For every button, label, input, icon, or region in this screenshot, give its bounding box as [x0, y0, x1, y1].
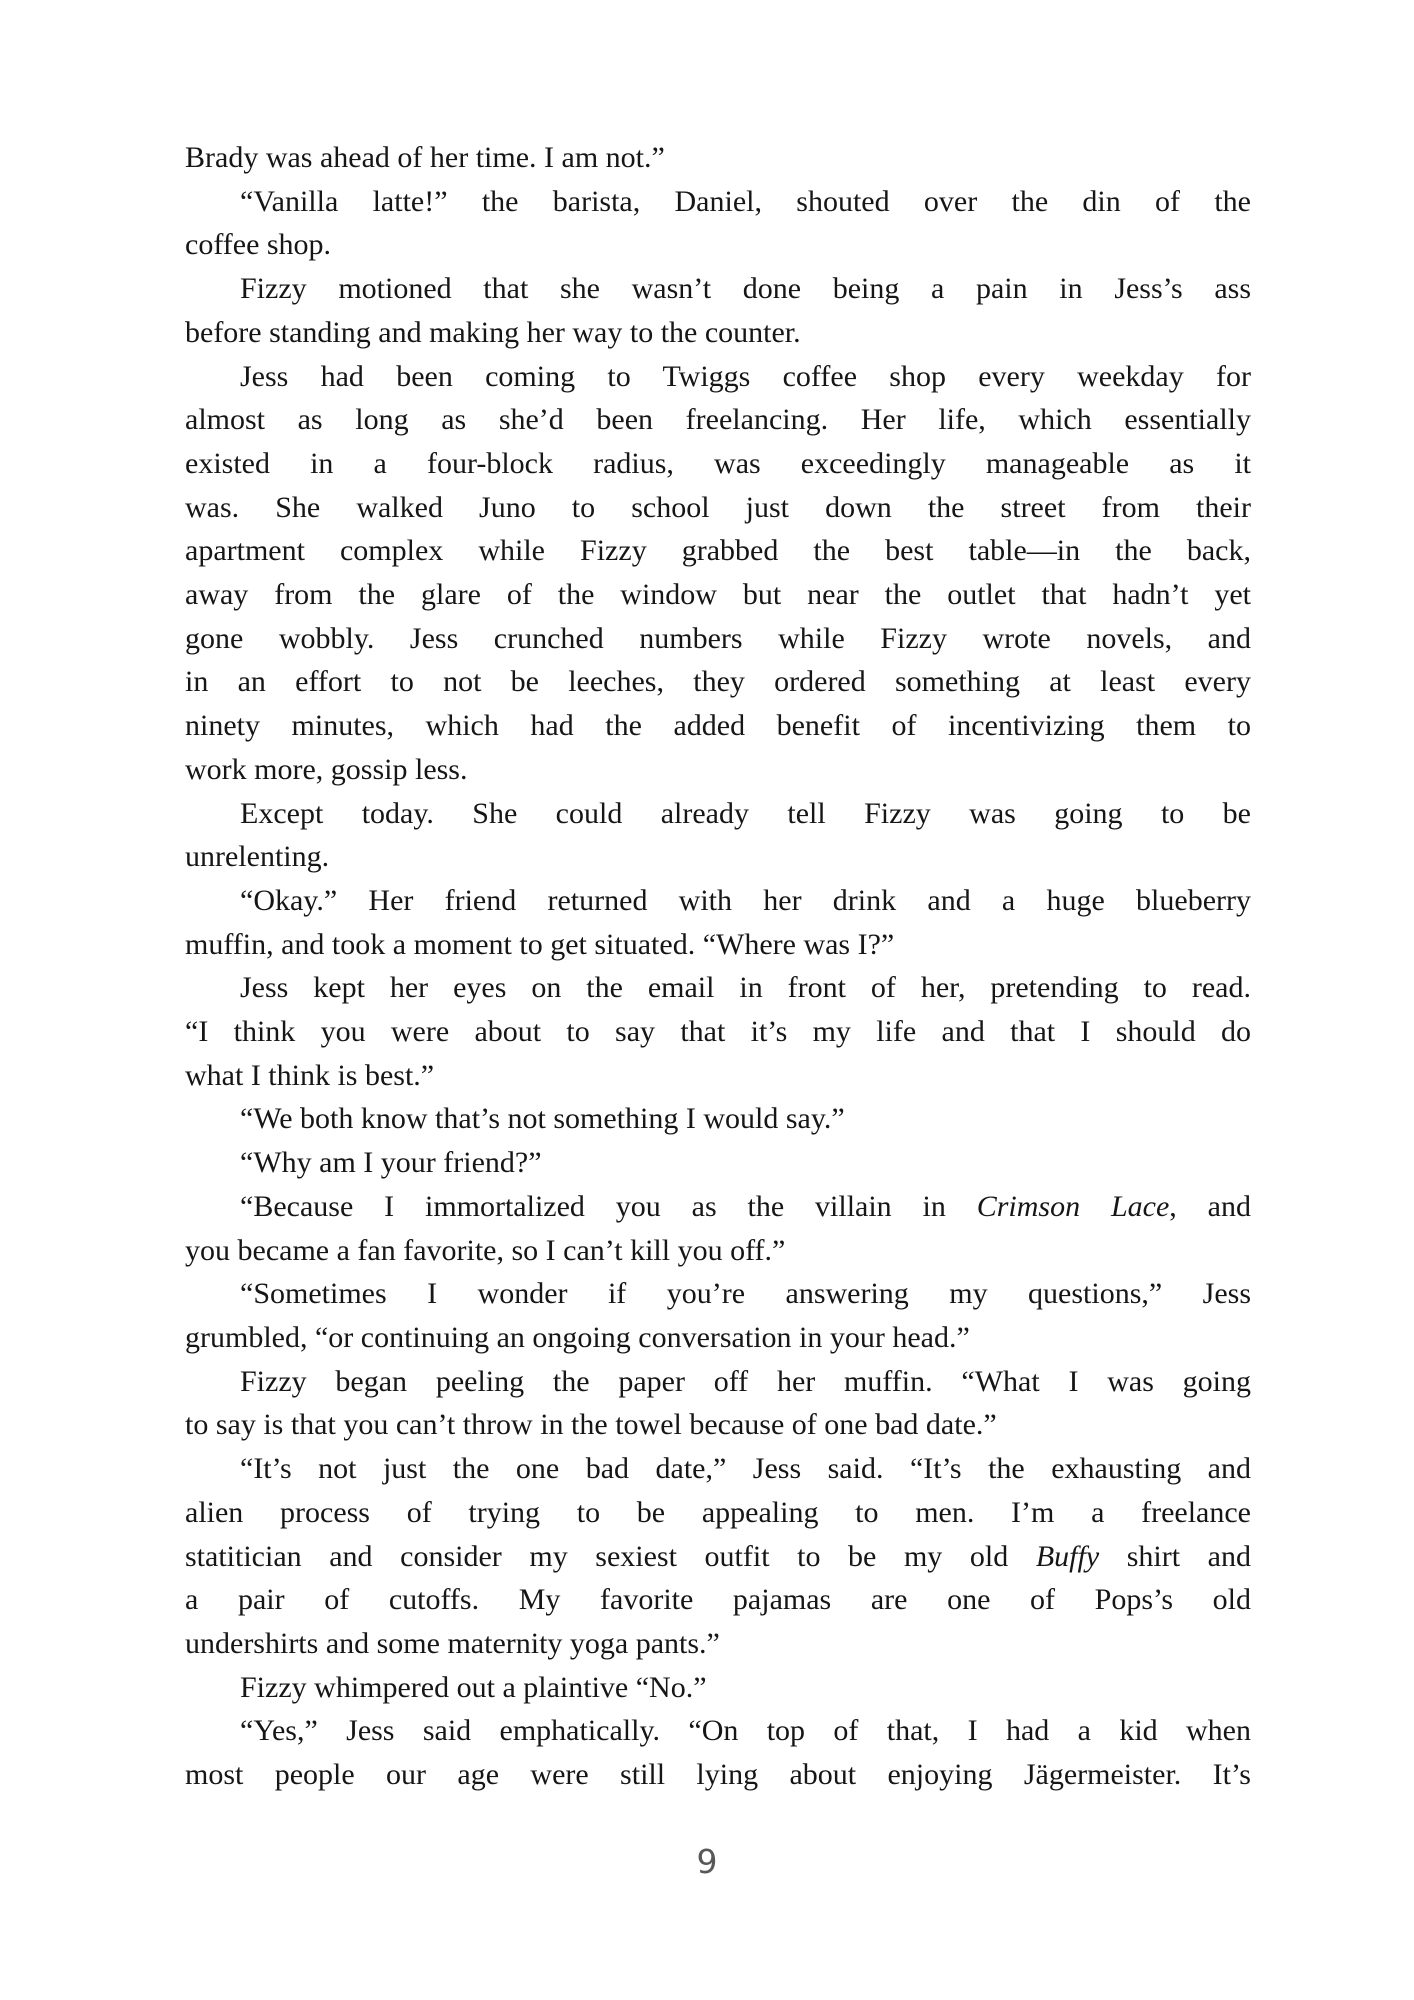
paragraph — [185, 355, 1251, 792]
text-line — [185, 617, 1251, 661]
text-line — [185, 1141, 1251, 1185]
paragraph — [185, 1709, 1251, 1796]
text-line — [185, 966, 1251, 1010]
text-line — [185, 136, 1251, 180]
text-line — [185, 1535, 1251, 1579]
text-line — [185, 573, 1251, 617]
paragraph — [185, 879, 1251, 966]
text-segment: what I think is best.” — [185, 1058, 435, 1092]
text-line — [185, 792, 1251, 836]
text-line — [185, 1709, 1251, 1753]
text-segment: was. She walked Juno to school just down the street from their — [185, 490, 1251, 524]
text-segment: Jess kept her eyes on the email in front of her, pretending to read. — [240, 971, 1251, 1005]
text-segment: undershirts and some maternity yoga pants.” — [185, 1626, 720, 1660]
italic-text-segment: Crimson Lace — [976, 1189, 1170, 1223]
text-block — [185, 136, 1251, 1797]
text-segment: coffee shop. — [185, 228, 332, 262]
text-segment: unrelenting. — [185, 840, 330, 874]
text-segment: alien process of trying to be appealing to men. I’m a freelance — [185, 1495, 1251, 1529]
text-segment: Brady was ahead of her time. I am not.” — [185, 141, 665, 174]
text-line — [185, 355, 1251, 399]
paragraph — [185, 1141, 1251, 1185]
text-segment: “Sometimes I wonder if you’re answering my questions,” Jess — [240, 1277, 1251, 1311]
text-segment: in an effort to not be leeches, they ordered something at least every — [185, 665, 1251, 699]
text-line — [185, 398, 1251, 442]
text-segment: gone wobbly. Jess crunched numbers while Fizzy wrote novels, and — [185, 621, 1251, 655]
text-segment: “Okay.” Her friend returned with her drink and a huge blueberry — [240, 883, 1251, 917]
text-line — [185, 180, 1251, 224]
text-segment: you became a fan favorite, so I can’t kill you off.” — [185, 1233, 786, 1267]
text-line — [185, 1403, 1251, 1447]
paragraph — [185, 1360, 1251, 1447]
text-line — [185, 1578, 1251, 1622]
text-segment: shirt and — [1099, 1539, 1251, 1573]
paragraph — [185, 1447, 1251, 1666]
text-segment: away from the glare of the window but near the outlet that hadn’t yet — [185, 578, 1251, 612]
text-segment: Jess had been coming to Twiggs coffee shop every weekday for — [240, 359, 1251, 393]
paragraph — [185, 180, 1251, 267]
text-segment: Fizzy motioned that she wasn’t done being a pain in Jess’s ass — [240, 272, 1251, 306]
text-line — [185, 748, 1251, 792]
text-segment: ninety minutes, which had the added benefit of incentivizing them to — [185, 709, 1251, 743]
text-line — [185, 835, 1251, 879]
text-line — [185, 923, 1251, 967]
paragraph — [185, 1185, 1251, 1272]
text-segment: , and — [1169, 1189, 1251, 1223]
text-line — [185, 442, 1251, 486]
text-line — [185, 311, 1251, 355]
text-segment: “I think you were about to say that it’s my life and that I should do — [185, 1015, 1251, 1049]
text-segment: grumbled, “or continuing an ongoing conversation in your head.” — [185, 1320, 970, 1354]
text-line — [185, 1491, 1251, 1535]
text-line — [185, 1753, 1251, 1797]
paragraph — [185, 267, 1251, 354]
text-line — [185, 1054, 1251, 1098]
text-line — [185, 1447, 1251, 1491]
text-segment: apartment complex while Fizzy grabbed the best table—in the back, — [185, 534, 1251, 568]
text-line — [185, 1010, 1251, 1054]
text-line — [185, 1097, 1251, 1141]
text-line — [185, 1360, 1251, 1404]
text-segment: before standing and making her way to the counter. — [185, 315, 801, 349]
text-line — [185, 1229, 1251, 1273]
page-number: 9 — [696, 1842, 718, 1881]
text-segment: “We both know that’s not something I would say.” — [240, 1102, 845, 1136]
text-segment: Fizzy began peeling the paper off her muffin. “What I was going — [240, 1364, 1251, 1398]
text-segment: almost as long as she’d been freelancing. Her life, which essentially — [185, 403, 1251, 437]
text-segment: work more, gossip less. — [185, 752, 468, 786]
text-line — [185, 486, 1251, 530]
text-segment: existed in a four-block radius, was exceedingly manageable as it — [185, 446, 1251, 480]
text-line — [185, 1272, 1251, 1316]
text-segment: most people our age were still lying about enjoying Jägermeister. It’s — [185, 1758, 1251, 1792]
text-line — [185, 1666, 1251, 1710]
paragraph — [185, 966, 1251, 1097]
text-line — [185, 223, 1251, 267]
text-line — [185, 879, 1251, 923]
text-segment: Fizzy whimpered out a plaintive “No.” — [240, 1670, 707, 1704]
paragraph — [185, 1097, 1251, 1141]
italic-text-segment: Buffy — [1035, 1539, 1100, 1573]
text-segment: “It’s not just the one bad date,” Jess said. “It’s the exhausting and — [240, 1452, 1251, 1486]
text-line — [185, 267, 1251, 311]
text-line — [185, 660, 1251, 704]
text-segment: Except today. She could already tell Fizzy was going to be — [240, 796, 1251, 830]
text-segment: to say is that you can’t throw in the towel because of one bad date.” — [185, 1408, 997, 1442]
text-segment: muffin, and took a moment to get situated. “Where was I?” — [185, 927, 895, 961]
paragraph — [185, 136, 1251, 180]
text-line — [185, 529, 1251, 573]
text-segment: a pair of cutoffs. My favorite pajamas are one of Pops’s old — [185, 1583, 1251, 1617]
text-line — [185, 1622, 1251, 1666]
text-segment: statitician and consider my sexiest outfit to be my old — [185, 1539, 1036, 1573]
text-segment: “Why am I your friend?” — [240, 1146, 542, 1180]
text-segment: “Vanilla latte!” the barista, Daniel, shouted over the din of the — [240, 184, 1251, 218]
text-segment: “Yes,” Jess said emphatically. “On top of that, I had a kid when — [240, 1714, 1251, 1748]
paragraph — [185, 792, 1251, 879]
text-line — [185, 1316, 1251, 1360]
text-segment: “Because I immortalized you as the villain in — [240, 1189, 977, 1223]
text-line — [185, 704, 1251, 748]
paragraph — [185, 1272, 1251, 1359]
paragraph — [185, 1666, 1251, 1710]
text-line — [185, 1185, 1251, 1229]
